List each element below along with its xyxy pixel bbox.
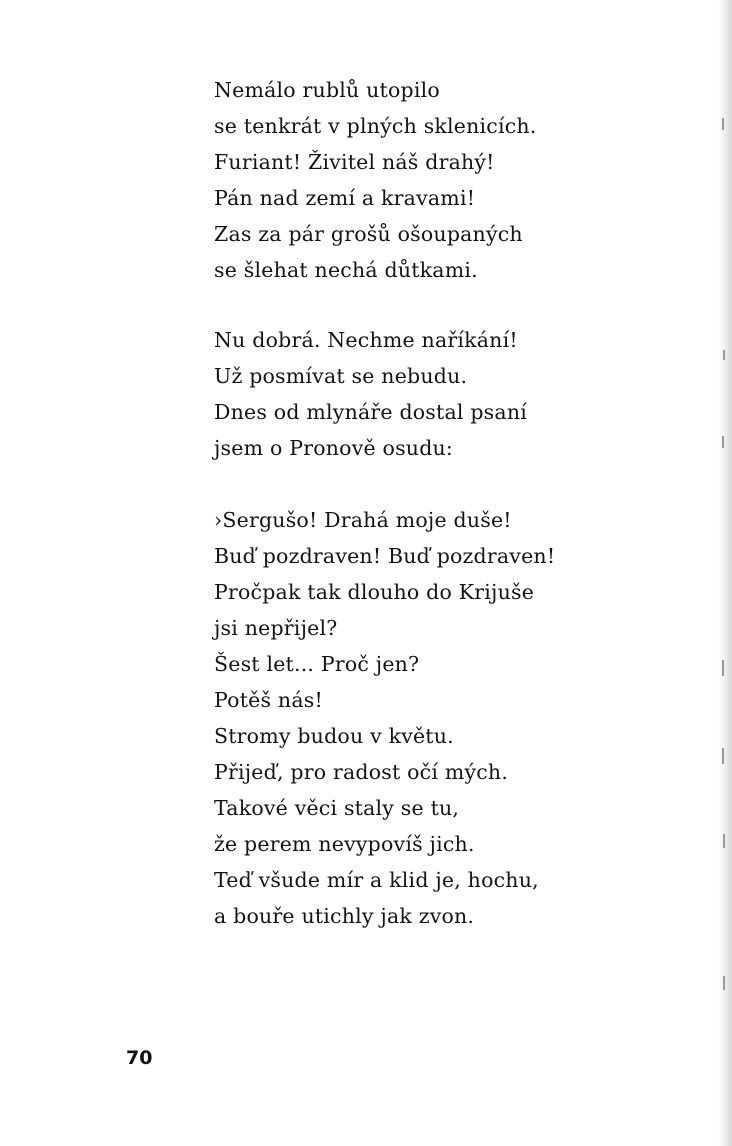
poem-line: Teď všude mír a klid je, hochu, xyxy=(214,868,539,892)
poem-line: Už posmívat se nebudu. xyxy=(214,364,468,388)
scan-speck xyxy=(722,748,724,764)
poem-line: jsi nepřijel? xyxy=(214,616,338,640)
scan-speck xyxy=(722,118,724,130)
scan-speck xyxy=(723,834,725,848)
poem-line: Nu dobrá. Nechme naříkání! xyxy=(214,328,518,352)
poem-line: jsem o Pronově osudu: xyxy=(214,436,454,460)
scan-speck xyxy=(723,350,725,360)
poem-line: ›Sergušo! Drahá moje duše! xyxy=(214,508,512,532)
poem-line: Potěš nás! xyxy=(214,688,323,712)
scan-speck xyxy=(722,660,724,676)
poem-line: Dnes od mlynáře dostal psaní xyxy=(214,400,527,424)
poem-line: Furiant! Živitel náš drahý! xyxy=(214,150,495,174)
poem-line: Stromy budou v květu. xyxy=(214,724,454,748)
poem-line: Nemálo rublů utopilo xyxy=(214,78,440,102)
poem-line: Takové věci staly se tu, xyxy=(214,796,460,820)
poem-line: Pročpak tak dlouho do Krijuše xyxy=(214,580,535,604)
page-number: 70 xyxy=(126,1047,153,1069)
stanza-1 xyxy=(214,72,537,288)
scan-speck xyxy=(722,436,724,448)
poem-line: se tenkrát v plných sklenicích. xyxy=(214,114,537,138)
poem-line: se šlehat nechá důtkami. xyxy=(214,258,478,282)
poem-line: Přijeď, pro radost očí mých. xyxy=(214,760,509,784)
poem-line: Zas za pár grošů ošoupaných xyxy=(214,222,523,246)
poem-line: že perem nevypovíš jich. xyxy=(214,832,475,856)
poem-line: Buď pozdraven! Buď pozdraven! xyxy=(214,544,556,568)
poem-line: a bouře utichly jak zvon. xyxy=(214,904,475,928)
scan-edge-shadow xyxy=(718,0,732,1146)
poem-line: Pán nad zemí a kravami! xyxy=(214,186,476,210)
scan-speck xyxy=(723,976,725,990)
stanza-2 xyxy=(214,322,527,466)
poem-line: Šest let... Proč jen? xyxy=(214,652,420,676)
stanza-3 xyxy=(214,502,555,934)
